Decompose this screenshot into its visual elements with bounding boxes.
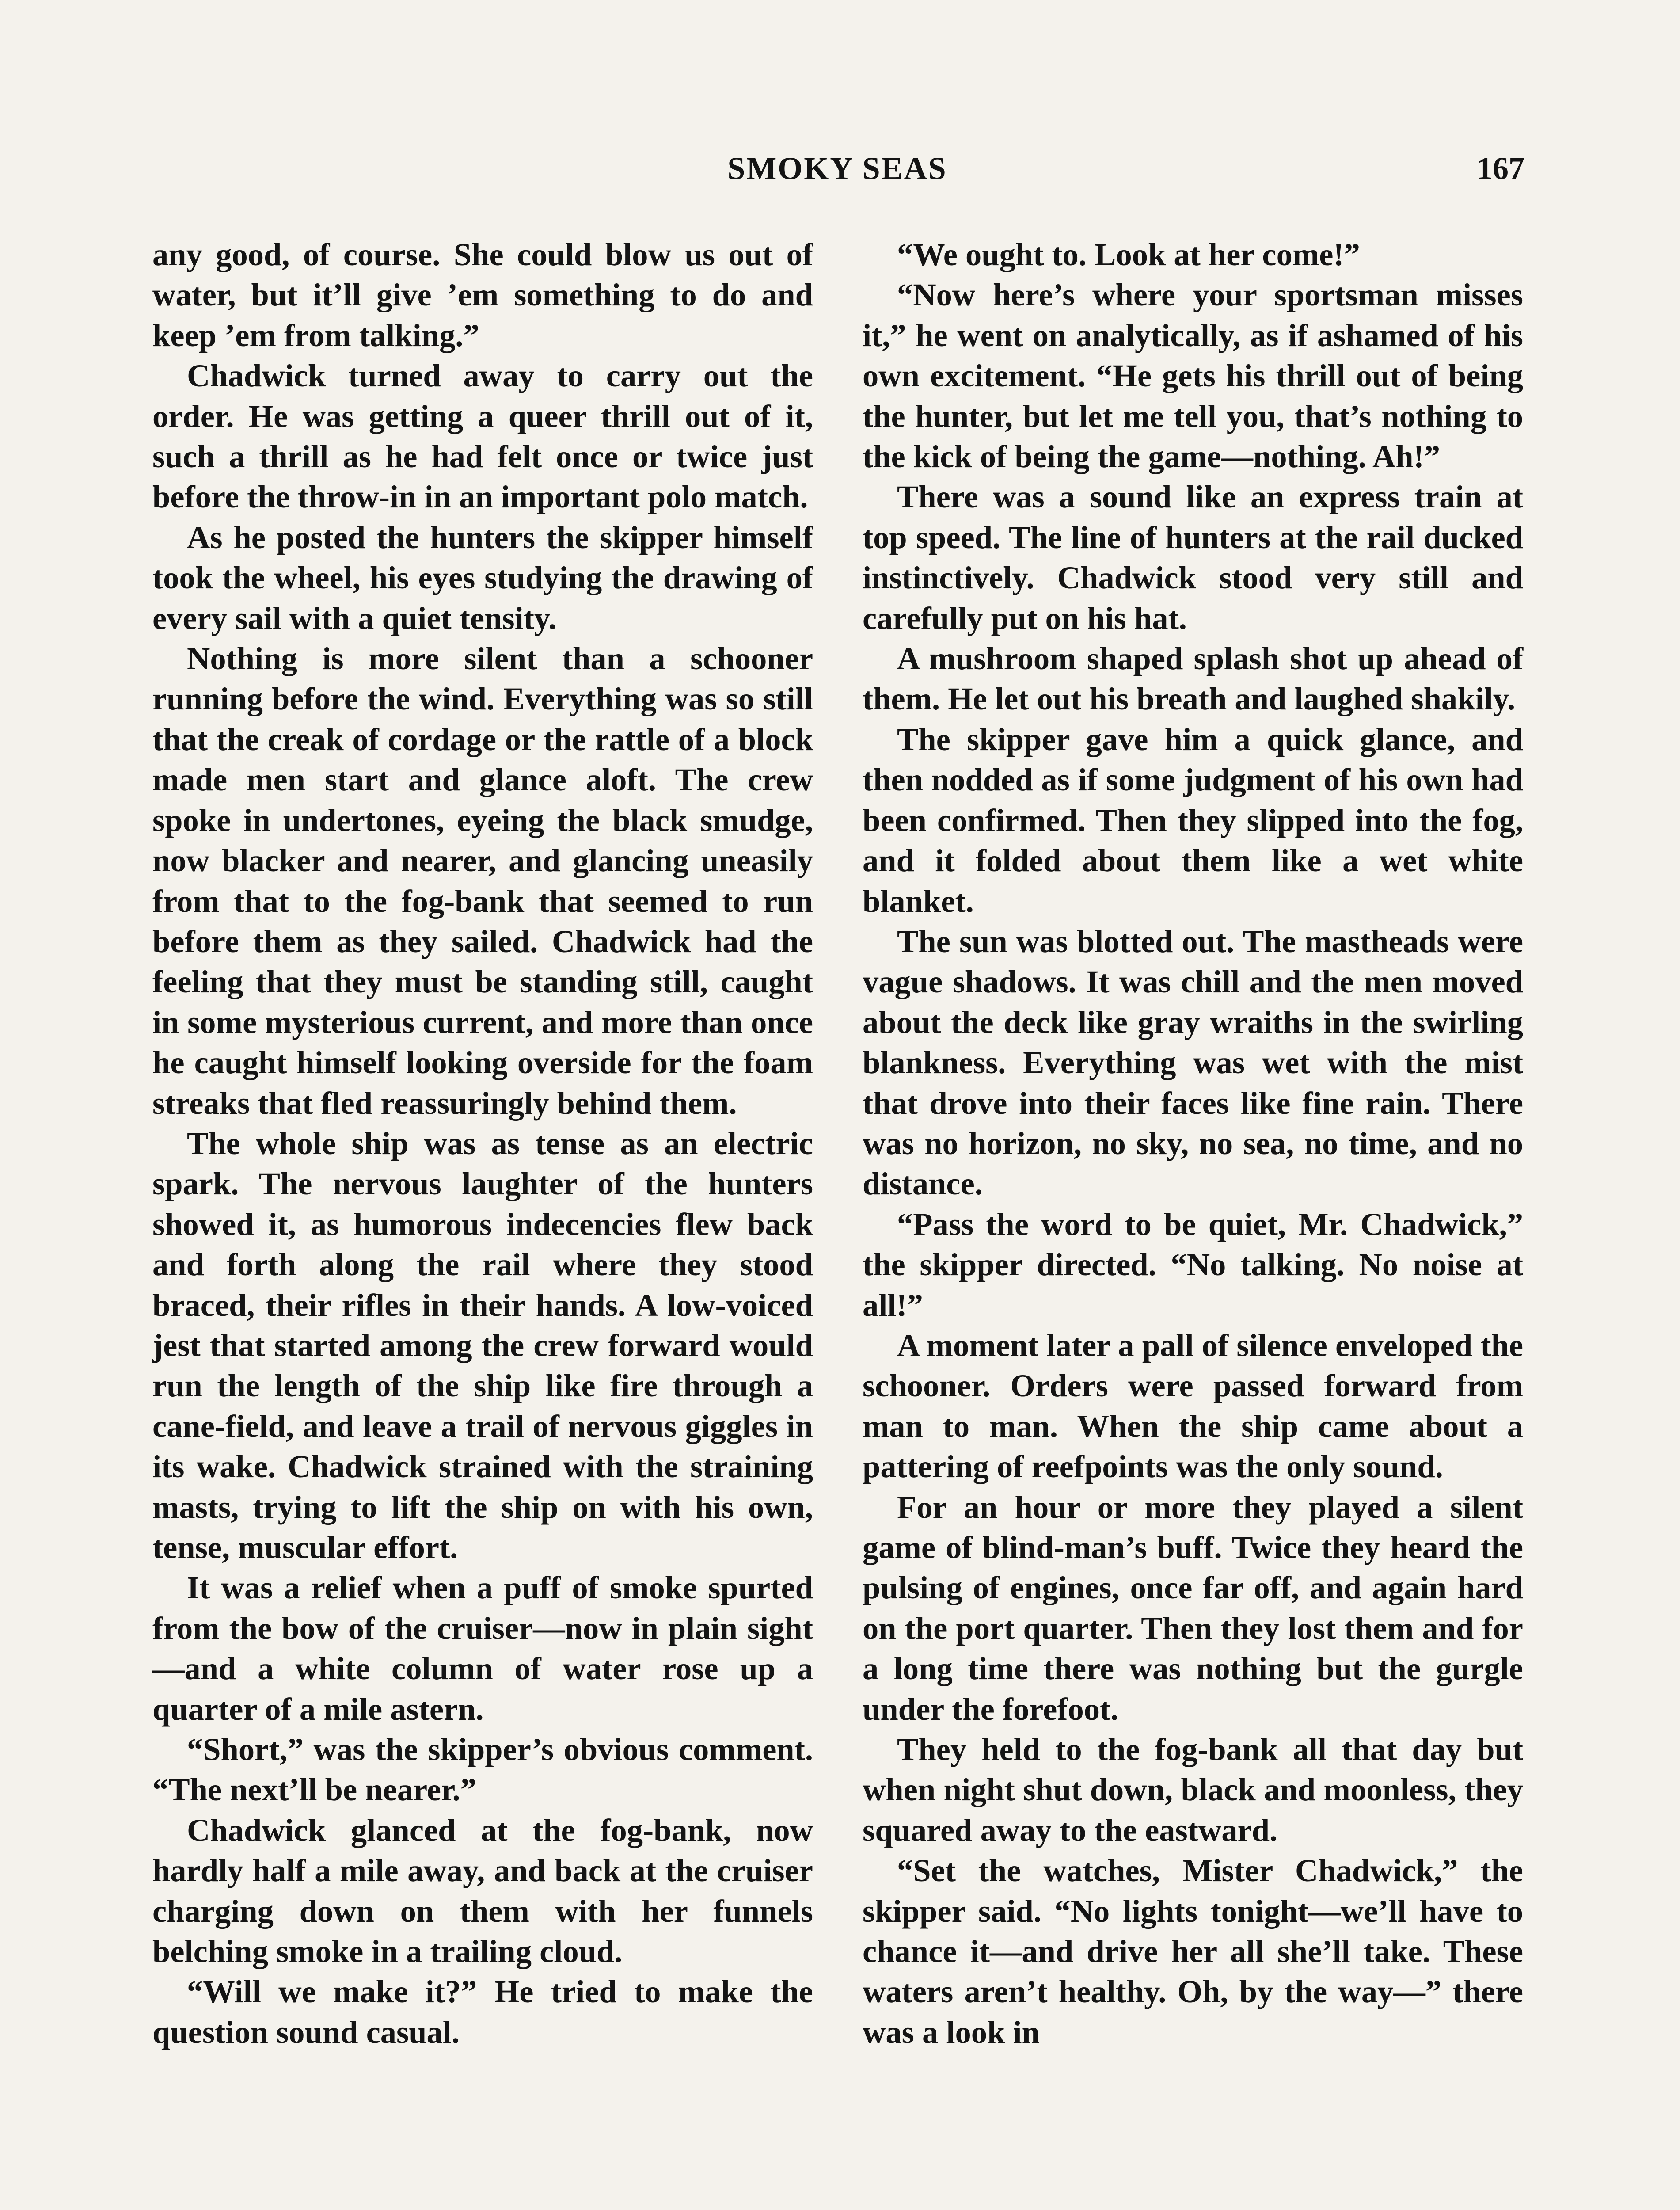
paragraph: The whole ship was as tense as an electric spark. The nervous laughter of the hunters showed it, as humorous indecencies flew back and forth along the rail where they stood braced, their rifles in their hands. A low-voiced jest that started among the crew forward would run the length of the ship like fire through a cane-field, and leave a trail of nervous giggles in its wake. Chadwick strained with the straining masts, trying to lift the ship on with his own, tense, muscular effort. [152, 1125, 813, 1565]
paragraph: For an hour or more they played a silent game of blind-man’s buff. Twice they heard the pulsing of engines, once far off, and again hard on the port quarter. Then they lost them and for a long time there was nothing but the gurgle under the forefoot. [863, 1489, 1523, 1727]
paragraph: any good, of course. She could blow us out of water, but it’ll give ’em something to do and keep ’em from talking.” [152, 236, 813, 353]
paragraph: “Now here’s where your sportsman misses it,” he went on analytically, as if ashamed of his own excitement. “He gets his thrill out of being the hunter, but let me tell you, that’s nothing to the kick of being the game—nothing. Ah!” [863, 277, 1523, 475]
running-title: SMOKY SEAS [727, 151, 947, 186]
paragraph: “We ought to. Look at her come!” [897, 236, 1360, 272]
paragraph: “Pass the word to be quiet, Mr. Chadwick,” the skipper directed. “No talking. No noise at all!” [863, 1206, 1523, 1323]
paragraph: A moment later a pall of silence enveloped the schooner. Orders were passed forward from man to man. When the ship came about a pattering of reefpoints was the only sound. [863, 1327, 1523, 1485]
paragraph: “Set the watches, Mister Chadwick,” the skipper said. “No lights tonight—we’ll have to chance it—and drive her all she’ll take. These waters aren’t healthy. Oh, by the way—” there was a look in [863, 1852, 1523, 2050]
paragraph: “Will we make it?” He tried to make the question sound casual. [152, 1974, 813, 2050]
paragraph: They held to the fog-bank all that day but when night shut down, black and moonless, they squared away to the eastward. [863, 1731, 1523, 1848]
paragraph: The skipper gave him a quick glance, and then nodded as if some judgment of his own had been confirmed. Then they slipped into the fog, and it folded about them like a wet white blanket. [863, 721, 1523, 919]
paragraph: Nothing is more silent than a schooner running before the wind. Everything was so still that the creak of cordage or the rattle of a block made men start and glance aloft. The crew spoke in undertones, eyeing the black smudge, now blacker and nearer, and glancing uneasily from that to the fog-bank that seemed to run before them as they sailed. Chadwick had the feeling that they must be standing still, caught in some mysterious current, and more than once he caught himself looking overside for the foam streaks that fled reassuringly behind them. [152, 640, 813, 1121]
paragraph: “Short,” was the skipper’s obvious comment. “The next’ll be nearer.” [152, 1731, 813, 1808]
paragraph: As he posted the hunters the skipper himself took the wheel, his eyes studying the drawing of every sail with a quiet tensity. [152, 519, 813, 636]
paragraph: Chadwick glanced at the fog-bank, now hardly half a mile away, and back at the cruiser charging down on them with her funnels belching smoke in a trailing cloud. [152, 1812, 813, 1970]
left-column [152, 234, 813, 2052]
paragraph: It was a relief when a puff of smoke spurted from the bow of the cruiser—now in plain sight—and a white column of water rose up a quarter of a mile astern. [152, 1570, 813, 1727]
right-column [863, 234, 1523, 2052]
paragraph: Chadwick turned away to carry out the order. He was getting a queer thrill out of it, such a thrill as he had felt once or twice just before the throw-in in an important polo match. [152, 358, 813, 515]
paragraph: The sun was blotted out. The mastheads were vague shadows. It was chill and the men moved about the deck like gray wraiths in the swirling blankness. Everything was wet with the mist that drove into their faces like fine rain. There was no horizon, no sky, no sea, no time, and no distance. [863, 923, 1523, 1202]
paragraph: A mushroom shaped splash shot up ahead of them. He let out his breath and laughed shakily. [863, 640, 1523, 717]
paragraph: There was a sound like an express train at top speed. The line of hunters at the rail ducked instinctively. Chadwick stood very still and carefully put on his hat. [863, 479, 1523, 636]
running-head [150, 150, 1524, 194]
page-number: 167 [1477, 151, 1524, 186]
